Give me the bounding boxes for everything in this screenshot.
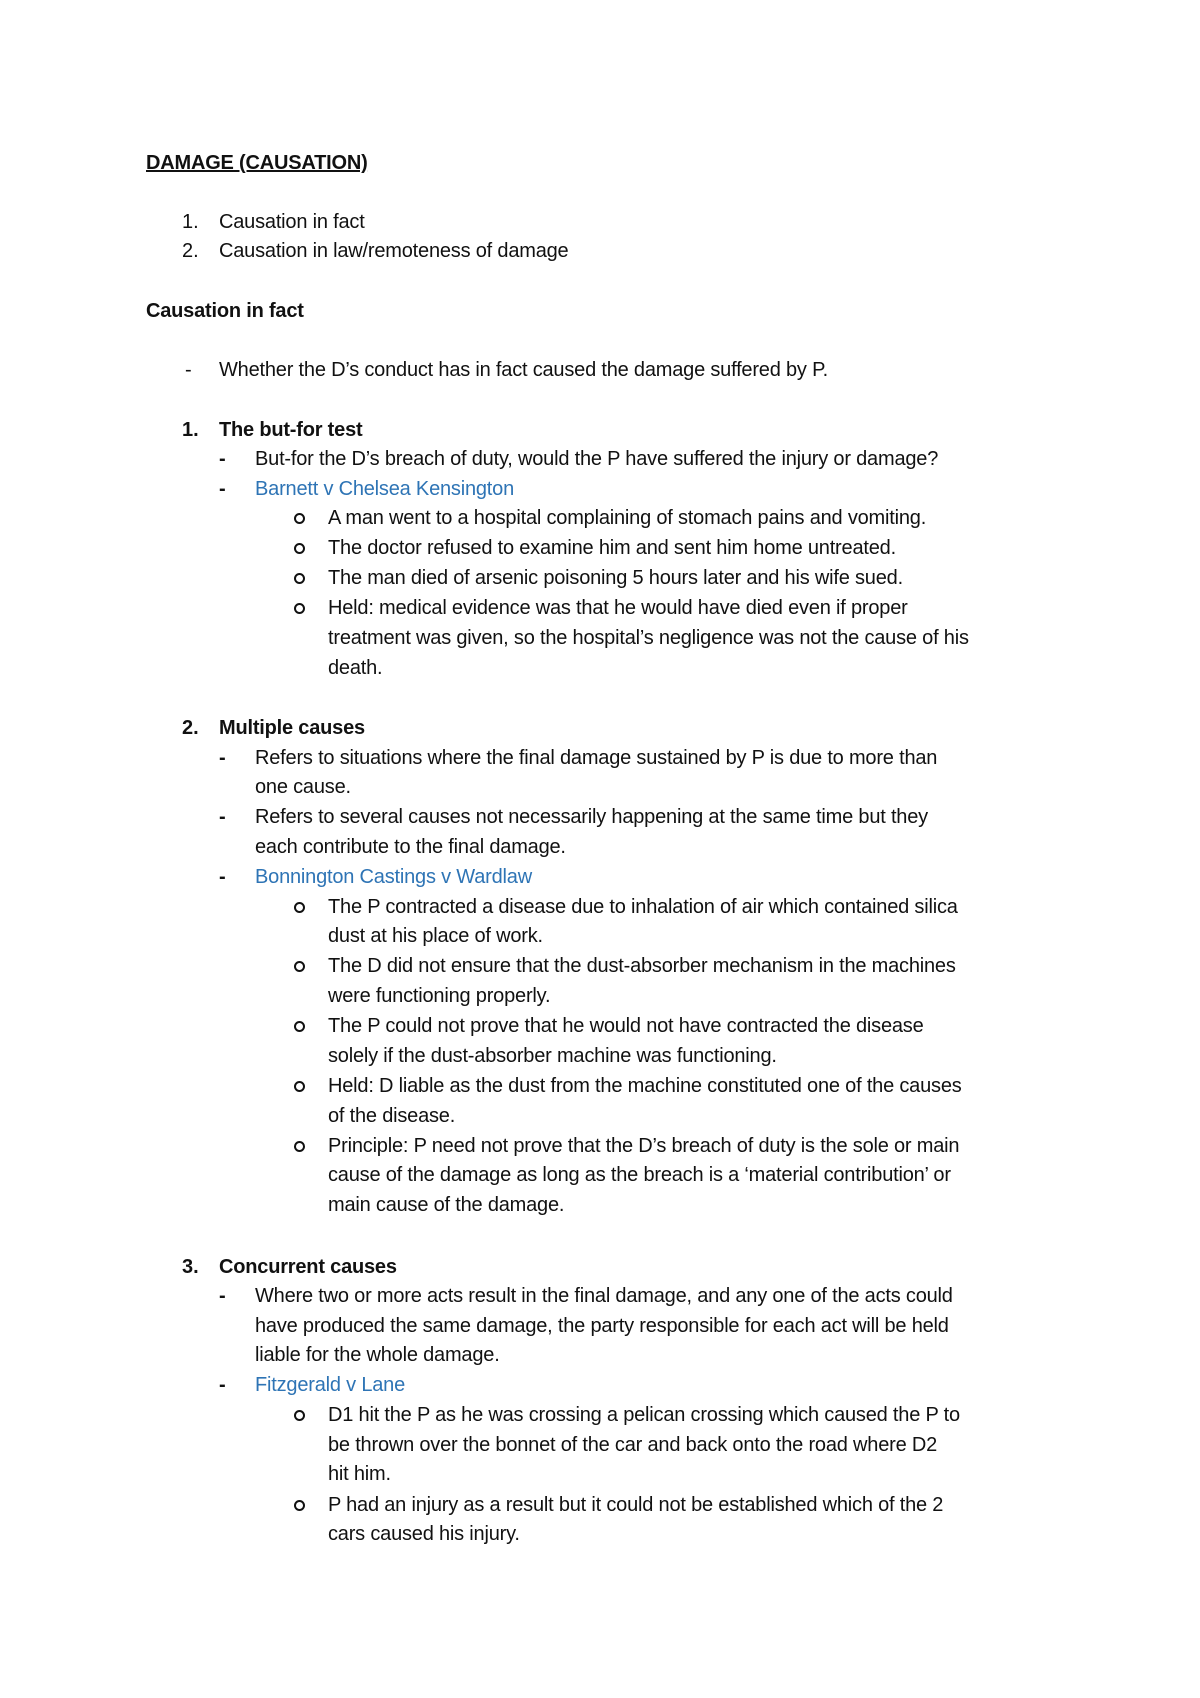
case-fact-line: A man went to a hospital complaining of stomach pains and vomiting.	[328, 507, 927, 529]
intro-list-item: Causation in law/remoteness of damage	[219, 240, 569, 262]
case-fact-line: cars caused his injury.	[328, 1523, 520, 1545]
page-title: DAMAGE (CAUSATION)	[146, 152, 368, 174]
dash-bullet-icon: -	[219, 866, 226, 888]
case-name: Barnett v Chelsea Kensington	[255, 478, 515, 500]
section-heading: Causation in fact	[146, 300, 304, 322]
case-fact-line: Held: medical evidence was that he would have died even if proper	[328, 597, 908, 619]
circle-bullet-icon	[294, 1500, 305, 1511]
circle-bullet-icon	[294, 1410, 305, 1421]
case-fact-line: cause of the damage as long as the breach is a ‘material contribution’ or	[328, 1164, 951, 1186]
point-item-line: one cause.	[255, 776, 351, 798]
section-intro: Whether the D’s conduct has in fact caused the damage suffered by P.	[219, 359, 829, 381]
point-number: 3.	[182, 1256, 199, 1278]
case-fact-line: main cause of the damage.	[328, 1194, 565, 1216]
intro-list-item: Causation in fact	[219, 211, 365, 233]
circle-bullet-icon	[294, 1141, 305, 1152]
circle-bullet-icon	[294, 603, 305, 614]
intro-list-number: 1.	[182, 211, 199, 233]
circle-bullet-icon	[294, 902, 305, 913]
dash-bullet-icon: -	[219, 1374, 226, 1396]
circle-bullet-icon	[294, 513, 305, 524]
case-fact-line: of the disease.	[328, 1105, 456, 1127]
case-fact-line: The P contracted a disease due to inhalation of air which contained silica	[328, 896, 958, 918]
point-number: 2.	[182, 717, 199, 739]
case-name: Bonnington Castings v Wardlaw	[255, 866, 532, 888]
case-fact-line: were functioning properly.	[328, 985, 551, 1007]
dash-bullet-icon: -	[219, 1285, 226, 1307]
case-fact-line: death.	[328, 657, 383, 679]
circle-bullet-icon	[294, 543, 305, 554]
circle-bullet-icon	[294, 1081, 305, 1092]
dash-bullet-icon: -	[219, 747, 226, 769]
point-item-line: Where two or more acts result in the final damage, and any one of the acts could	[255, 1285, 953, 1307]
circle-bullet-icon	[294, 961, 305, 972]
case-fact-line: dust at his place of work.	[328, 925, 543, 947]
point-heading: Concurrent causes	[219, 1256, 397, 1278]
case-fact-line: The P could not prove that he would not have contracted the disease	[328, 1015, 924, 1037]
point-item-line: each contribute to the final damage.	[255, 836, 566, 858]
dash-bullet-icon: -	[219, 806, 226, 828]
case-fact-line: treatment was given, so the hospital’s negligence was not the cause of his	[328, 627, 969, 649]
case-fact-line: The man died of arsenic poisoning 5 hours later and his wife sued.	[328, 567, 903, 589]
dash-bullet-icon: -	[219, 448, 226, 470]
point-item-line: liable for the whole damage.	[255, 1344, 500, 1366]
point-heading: The but-for test	[219, 419, 363, 441]
case-fact-line: Held: D liable as the dust from the machine constituted one of the causes	[328, 1075, 962, 1097]
circle-bullet-icon	[294, 1021, 305, 1032]
case-fact-line: P had an injury as a result but it could not be established which of the 2	[328, 1494, 944, 1516]
case-fact-line: Principle: P need not prove that the D’s breach of duty is the sole or main	[328, 1135, 960, 1157]
point-item-line: Refers to situations where the final damage sustained by P is due to more than	[255, 747, 938, 769]
case-fact-line: The D did not ensure that the dust-absorber mechanism in the machines	[328, 955, 956, 977]
case-fact-line: be thrown over the bonnet of the car and back onto the road where D2	[328, 1434, 938, 1456]
point-number: 1.	[182, 419, 199, 441]
point-item-line: Refers to several causes not necessarily happening at the same time but they	[255, 806, 928, 828]
case-fact-line: solely if the dust-absorber machine was functioning.	[328, 1045, 777, 1067]
case-fact-line: D1 hit the P as he was crossing a pelican crossing which caused the P to	[328, 1404, 960, 1426]
case-fact-line: hit him.	[328, 1463, 391, 1485]
case-fact-line: The doctor refused to examine him and sent him home untreated.	[328, 537, 896, 559]
point-heading: Multiple causes	[219, 717, 365, 739]
point-item-line: have produced the same damage, the party responsible for each act will be held	[255, 1315, 949, 1337]
intro-list-number: 2.	[182, 240, 199, 262]
dash-bullet-icon: -	[185, 359, 192, 381]
point-item-line: But-for the D’s breach of duty, would the P have suffered the injury or damage?	[255, 448, 939, 470]
case-name: Fitzgerald v Lane	[255, 1374, 406, 1396]
circle-bullet-icon	[294, 573, 305, 584]
dash-bullet-icon: -	[219, 478, 226, 500]
